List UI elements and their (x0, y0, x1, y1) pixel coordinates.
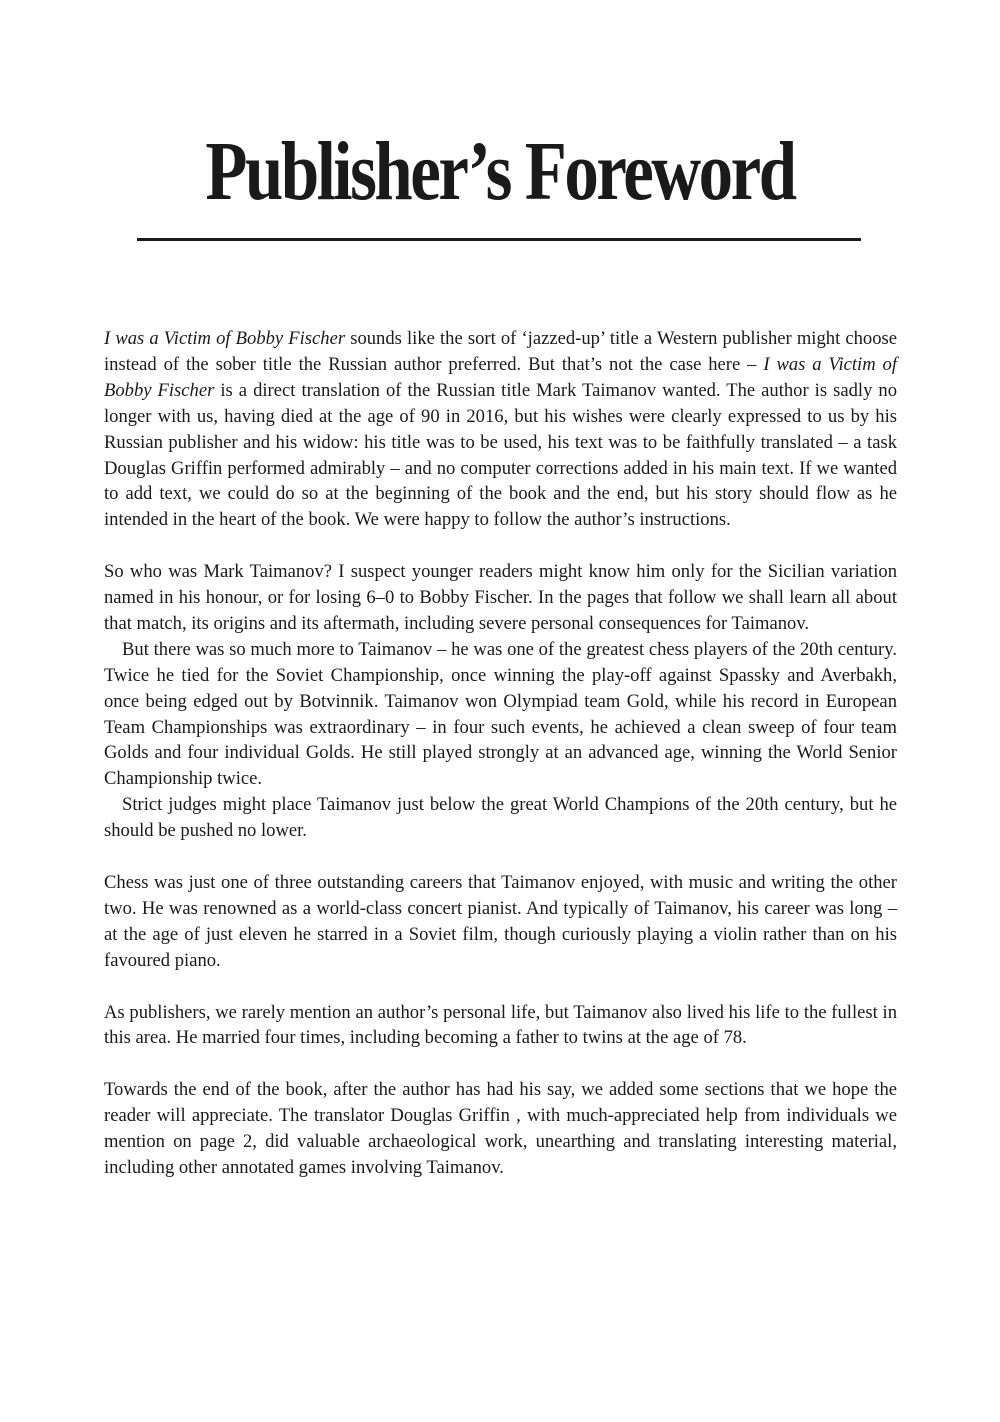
page-title: Publisher’s Foreword (205, 125, 795, 218)
paragraph-5: Chess was just one of three outstanding careers that Taimanov enjoyed, with music and writing the other two. He was renowned as a world-class concert pianist. And typically of Taimanov, his career was long – at the age of just eleven he starred in a Soviet film, though curiously playing a violin rather than on his favoured piano. (104, 872, 897, 971)
paragraph-4: Strict judges might place Taimanov just below the great World Champions of the 20th century, but he should be pushed no lower. (104, 794, 897, 842)
book-title-italic: I was a Victim of Bobby Fischer (104, 353, 898, 401)
paragraph-1 (104, 326, 897, 533)
foreword-body (104, 326, 897, 1181)
paragraph-3: But there was so much more to Taimanov – he was one of the greatest chess players of the 20th century. Twice he tied for the Soviet Championship, once winning the play-off against Spassky and Averbakh, once being edged out by Botvinnik. Taimanov won Olympiad team Gold, while his record in European Team Championships was extraordinary – in four such events, he achieved a clean sweep of four team Golds and four individual Golds. He still played strongly at an advanced age, winning the World Senior Championship twice. (104, 638, 897, 790)
paragraph-2: So who was Mark Taimanov? I suspect younger readers might know him only for the Sicilian variation named in his honour, or for losing 6–0 to Bobby Fischer. In the pages that follow we shall learn all about that match, its origins and its aftermath, including severe personal consequences for Taimanov. (104, 561, 897, 634)
paragraph-6: As publishers, we rarely mention an author’s personal life, but Taimanov also lived his life to the fullest in this area. He married four times, including becoming a father to twins at the age of 78. (104, 1001, 897, 1049)
book-title-italic: I was a Victim of Bobby Fischer (104, 328, 346, 349)
paragraph-7: Towards the end of the book, after the author has had his say, we added some sections that we hope the reader will appreciate. The translator Douglas Griffin , with much-appreciated help from individuals we mention on page 2, did valuable archaeological work, unearthing and translating interesting material, including other annotated games involving Taimanov. (104, 1079, 897, 1178)
paragraph-text: is a direct translation of the Russian title Mark Taimanov wanted. The author is sadly no longer with us, having died at the age of 90 in 2016, but his wishes were clearly expressed to us by his Russian publisher and his widow: his title was to be used, his text was to be faithfully translated – a task Douglas Griffin performed admirably – and no computer corrections added in his main text. If we wanted to add text, we could do so at the beginning of the book and the end, but his story should flow as he intended in the heart of the book. We were happy to follow the author’s instructions. (104, 379, 897, 531)
title-underline (137, 238, 861, 241)
paragraph-text: sounds like the sort of ‘jazzed-up’ title a Western publisher might choose instead of the sober title the Russian author preferred. But that’s not the case here – (104, 328, 897, 375)
